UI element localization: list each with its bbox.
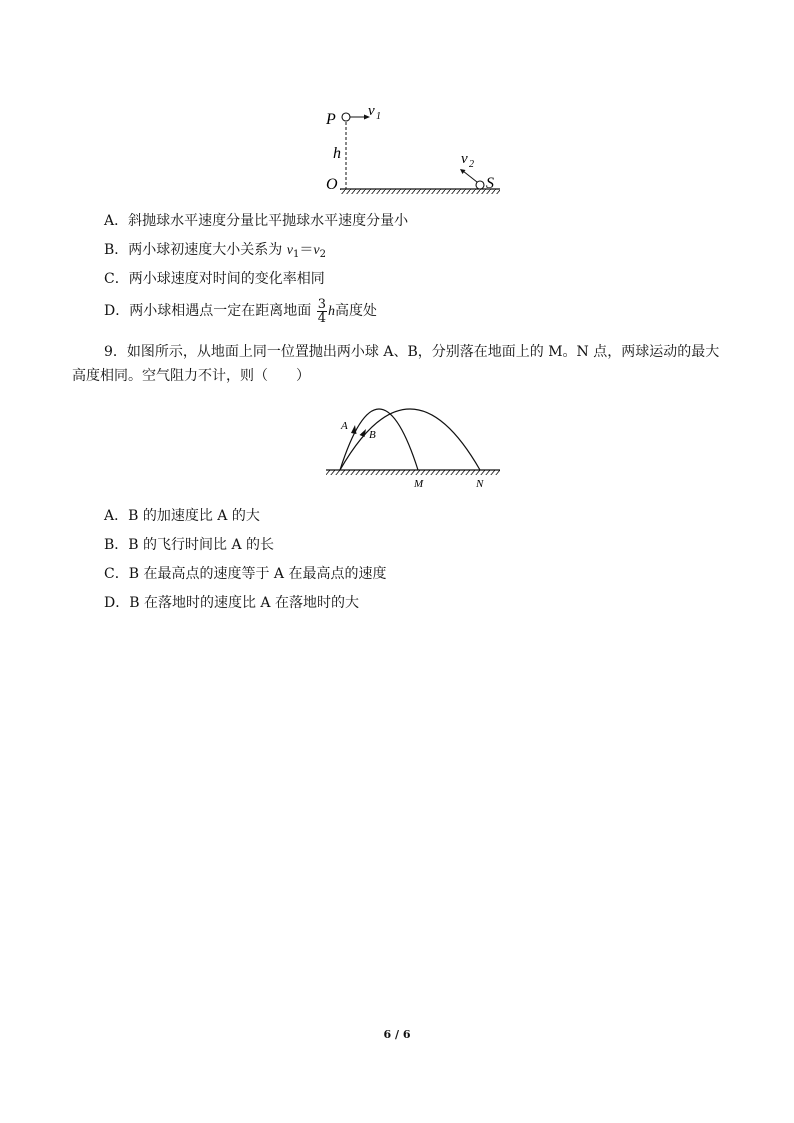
q8-option-b (104, 239, 326, 261)
trajectory-b (340, 409, 480, 470)
q8-option-b-prefix: B．两小球初速度大小关系为 (104, 242, 283, 258)
q9-option-c: C．B 在最高点的速度等于 A 在最高点的速度 (104, 566, 387, 582)
v2-arrow (463, 171, 477, 182)
label-o: O (326, 176, 338, 193)
label-a: A (341, 420, 348, 432)
label-s: S (486, 175, 494, 192)
label-h: h (333, 145, 341, 162)
label-v2-sub: 2 (469, 159, 474, 170)
ball-s (476, 181, 484, 189)
q8-option-b-v1: v (286, 243, 293, 258)
q8-option-c: C．两小球速度对时间的变化率相同 (104, 271, 325, 287)
ground-hatch (340, 189, 500, 194)
q8-option-d-h: h (327, 304, 335, 319)
q8-option-d-suffix: 高度处 (334, 303, 377, 319)
label-m: M (414, 478, 424, 490)
label-b: B (369, 429, 376, 441)
ball-p (342, 113, 350, 121)
q8-option-a: A．斜抛球水平速度分量比平抛球水平速度分量小 (104, 213, 409, 229)
q9-option-b: B．B 的飞行时间比 A 的长 (104, 537, 275, 553)
q8-option-b-v1-sub: 1 (292, 249, 300, 260)
q8-option-d-denominator: 4 (317, 310, 326, 326)
ground-hatch-2 (326, 470, 500, 475)
q8-option-b-v2: v (313, 243, 320, 258)
arrow-b (360, 429, 367, 437)
q9-option-a: A．B 的加速度比 A 的大 (104, 508, 260, 524)
q9-option-d: D．B 在落地时的速度比 A 在落地时的大 (104, 595, 359, 611)
arrow-a (351, 425, 357, 434)
label-v1-sub: 1 (376, 111, 381, 122)
label-v2: v (461, 151, 468, 167)
q8-option-d-numerator: 3 (317, 296, 326, 312)
projectile-figure-2 (320, 398, 505, 490)
label-p: P (326, 111, 336, 128)
v2-arrowhead (460, 169, 466, 174)
q8-option-d (104, 297, 377, 325)
label-v1: v (368, 103, 375, 119)
q8-option-d-prefix: D．两小球相遇点一定在距离地面 (104, 303, 312, 319)
label-n: N (476, 478, 484, 490)
projectile-figure-1 (320, 100, 510, 200)
q9-stem: 9．如图所示，从地面上同一位置抛出两小球 A、B，分别落在地面上的 M。N 点，两球运动的最大高度相同。空气阻力不计，则（ ） (72, 344, 720, 384)
trajectory-a (340, 409, 418, 470)
q8-option-b-equals: ＝ (299, 242, 314, 258)
page-number: 6 / 6 (383, 1028, 411, 1041)
q8-option-b-v2-sub: 2 (319, 249, 326, 260)
q8-option-d-fraction (317, 298, 327, 325)
